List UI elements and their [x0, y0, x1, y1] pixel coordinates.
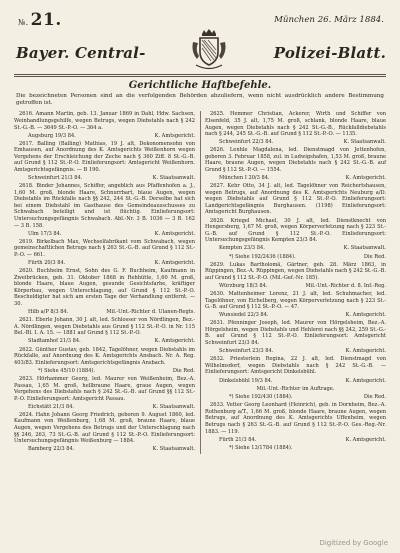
issuing-authority: K. Amtsgericht.	[345, 436, 386, 443]
warrant-entry: 2630. Mattenheimer Lorenz, 21 J. alt, led. Schuhmacher, led. Tagelöhner, von Eichelberg, wegen Körperverletzung nach § 223 St.-G.-B. auf Grund § 112 St.-P.-O. — 47.	[205, 291, 386, 311]
editor-mark: Die Red.	[363, 253, 386, 260]
place-date: München I 20/3 84.	[219, 175, 270, 182]
footnote-line	[14, 368, 195, 375]
place-date: Wunsiedel 22/3 84.	[219, 312, 269, 319]
intro-paragraph: Die bezeichneten Personen sind an die verfolgenden Behörden abzuliefern, wenn nicht ausdrücklich andere Bestimmung getroffen ist.	[16, 93, 384, 107]
column-divider	[200, 111, 201, 454]
place-date: Augsburg 19/3 84.	[28, 132, 76, 139]
footnote-text: *) Siehe 13/1784 (1884).	[229, 444, 293, 451]
signature-line	[205, 175, 386, 182]
footnote-text: *) Siehe 45/10 (1884).	[38, 367, 96, 374]
issuing-authority: K. Amtsgericht.	[154, 338, 195, 345]
column-right	[205, 111, 386, 454]
warrant-entry: 2627. Kehr Otto, 34 J. alt, led. Tagelöhner von Reichertshausen, wegen Betrugs, auf Anordnung des K. Amtsgerichts Neuburg a/D. wegen Diebstahls auf Grund § 112 St.-P.-O. Einlieferungsort: Landgerichtsgefängnis Burghausen. (1198) Einlieferungsort: Amtsgericht Burghausen.	[205, 183, 386, 216]
place-date: Eichstätt 21/3 84.	[28, 403, 75, 410]
issuing-authority: K. Staatsanwalt.	[343, 139, 386, 146]
warrant-entry: 2628. Kriegel Michael, 30 J. alt, led. Dienstknecht von Hengersberg, 1,67 M. groß, wegen Körperverletzung nach § 223 St.-G.-B. auf Grund § 112 St.-P.-O. Einlieferungsort: Untersuchungsgefängnis Kempten 23/3 84.	[205, 217, 386, 244]
issuing-authority: K. Amtsgericht.	[345, 312, 386, 319]
warrant-entry: 2618. Binder Johannes, Schiffer, angeblich aus Pfaffenhofen a. J., 1,60 M. groß, blonde Haare, Schnurrbart, blaue Augen, wegen Diebstahls im Rückfalle nach §§ 242, 244 St.-G.-B. Derselbe hat sich bei einem Diebstahl im Gasthause des Gemeindeausschusses zu Schwabach beteiligt und ist flüchtig. Einlieferungsort: Untersuchungsgefängnis Schwabach. Abl.-Nr. 3 B. 1036 — 3 B. 162 — 3 B. 158.	[14, 183, 195, 229]
signature-line	[14, 133, 195, 140]
signature-line	[205, 283, 386, 290]
warrant-entry: 2626. Lenhle Magdalena, led. Dienstmagd von Jettenhofen, geboren 3. Februar 1858, zul. in Ludwigshafen, 1,53 M. groß, braune Haare, braune Augen, wegen Diebstahls nach § 242 St.-G.-B. auf Grund § 112 St.-P.-O. — 1554.	[205, 147, 386, 173]
warrant-entry: 2620. Buchheim Ernst, Sohn des G. F. Buchheim, Kaufmann in Zweibrücken, geb. 31. Oktober 1868 in Rehhütte, 1,60 M. groß, blonde Haare, blaue Augen, gesunde Gesichtsfarbe, kräftiger Körperbau, wegen Unterschlagung, auf Grund § 112 St.-P.-O. Beschuldigter hat sich am ersten Tage der Verhandlung entfernt. — 30.	[14, 268, 195, 307]
signature-line	[14, 404, 195, 411]
footnote-line	[205, 254, 386, 261]
dateline: München 26. März 1884.	[274, 15, 384, 25]
place-date: Schweinfurt 21/3 84.	[28, 175, 83, 182]
place-date: Dinkelsbühl 19/3 84.	[219, 377, 273, 384]
issuing-authority: K. Staatsanwalt.	[152, 175, 195, 182]
issuing-authority: K. Amtsgericht.	[345, 175, 386, 182]
footnote-line	[205, 394, 386, 401]
place-date: Stadtamhof 21/3 84.	[28, 338, 81, 345]
issuing-authority: K. Amtsgericht.	[154, 260, 195, 267]
footnote-text: *) Siehe 192/2436 (1884).	[229, 253, 296, 260]
signature-line	[14, 446, 195, 453]
warrant-entry: 2624. Hahn Johann Georg Friedrich, geboren 9. August 1860, led. Kaufmann von Weißenburg, 1,68 M. groß, braune Haare, blaue Augen, wegen Vergehens des Betrugs und der Unterschlagung nach §§ 246, 263, 73 St.-G.-B. auf Grund § 112 St.-P.-O. Einlieferungsort: Untersuchungsgefängnis Weißenburg — 1884.	[14, 411, 195, 445]
authority-note: Mil.-Unt.-Richter im Auftrage.	[256, 385, 335, 392]
signature-line	[205, 378, 386, 385]
warrant-entry: 2623. Hörhammer Georg, led. Maurer von Weißenheim, Bez.-A. Passau, 1,65 M. groß, hellbraune Haare, graue Augen, wegen Vergehens des Diebstahls nach § 242 St.-G.-B. auf Grund §§ 112 St.-P.-O. Einlieferungsort: Amtsgericht Passau.	[14, 375, 195, 402]
place-date: Fürth 21/3 84.	[219, 436, 257, 443]
signature-line	[14, 309, 195, 316]
signature-line	[205, 245, 386, 252]
warrant-entry: 2629. Lukas Bartholomä, Gärtner, geb. 28. März 1863, in Rüppingen, Bez.-A. Rüppingen, wegen Diebstahls nach § 242 St.-G.-B. auf Grund § 112 St.-P.-O. (Mil.-Gef.-Nr. 185).	[205, 261, 386, 281]
place-date: Ulm 17/3 84.	[28, 230, 62, 237]
place-date: Würzburg 18/3 84.	[219, 282, 268, 289]
top-line	[14, 10, 386, 30]
watermark: Digitized by Google	[319, 539, 388, 547]
signature-line	[205, 348, 386, 355]
masthead-title-left: Bayer. Central-	[16, 44, 146, 62]
warrant-entry: 2631. Pfenninger Joseph, led. Maurer von Hörgelsheim, Bez.-A. Hörgelsheim, wegen Diebstahls und Hehlerei nach §§ 242, 259 St.-G.-B. auf Grund § 112 St.-P.-O. Einlieferungsort: Amtsgericht Schweinfurt 23/3 84.	[205, 320, 386, 347]
issuing-authority: K. Staatsanwalt.	[152, 446, 195, 453]
issuing-authority: K. Amtsgericht.	[154, 132, 195, 139]
place-date: Kempten 23/3 84.	[219, 245, 265, 252]
signature-line	[14, 260, 195, 267]
issuing-authority: Mil.-Unt.-Richter d. 8. Inf.-Reg.	[305, 282, 386, 289]
place-date: Bamberg 22/3 84.	[28, 446, 75, 453]
warrant-entry: 2632. Priesterlein Regina, 22 J. alt, led. Dienstmagd von Wilhelmsdorf, wegen Diebstahls nach § 242 St.-G.-B. — Einlieferungsort: Amtsgericht Dinkelsbühl.	[205, 356, 386, 376]
warrant-entry: 2625. Hemmer Christian, Ackerer, Wirth und Schiffer von Elsenfeld, 35 J. alt, 1,75 M. groß, schlank, blonde Haare, blaue Augen, wegen Diebstahls nach § 242 St.-G.-B., Rückfalldiebstahls nach § 244, 245 St.-G.-B. auf Grund § 112 St.-P.-O. — 1135.	[205, 111, 386, 138]
warrant-entry: 2621. Eberle Johann, 30 J. alt, led. Schlosser von Nördlingen, Bez.-A. Nördlingen, wegen Diebstahls aus Grund § 112 St.-P.-O. in Nr. 115 Bel.-Bl. I. A. 15. — 1881 auf Grund § 112 St.-P.-O.	[14, 317, 195, 337]
place-date: Schweinfurt 22/3 84.	[219, 139, 274, 146]
gazette-page	[14, 10, 386, 540]
place-date: Schweinfurt 23/3 84.	[219, 348, 274, 355]
rule-top	[14, 74, 386, 75]
warrant-entry: 2622. Günther Gustav, geb. 1842, Tagelöhner, wegen Diebstahls im Rückfalle, auf Anordnung des K. Amtsgerichts Ansbach. Nr. A. Reg. 403/83. Einlieferungsort: Amtsgerichtsgefängnis Ansbach.	[14, 346, 195, 366]
issuing-authority: K. Staatsanwalt.	[152, 403, 195, 410]
column-left	[14, 111, 195, 454]
footnote-text: *) Siehe 192/430 (1884).	[229, 394, 293, 401]
issuing-authority: Mil.-Unt.-Richter d. Ulanen-Regts.	[106, 309, 195, 316]
place-date: Fürth 20/3 84.	[28, 260, 66, 267]
place-date: Hilb a/P 8/3 84.	[28, 309, 69, 316]
signature-line	[14, 231, 195, 238]
signature-line	[205, 312, 386, 319]
masthead	[14, 32, 386, 72]
warrant-entry: 2617. Balling (Balling) Mathias, 19 J. alt, Dekonomensohn von Emhausen, auf Anordnung des K. Amtsgerichts Weißenhorn wegen Vergehens der Erschleichung der Zeche nach § 360 Ziff. 8 St.-G.-B. auf Grund § 112 St.-P.-O. Einlieferungsort: Amtsgericht Weißenhorn. Amtsgerichtsgefängnis. — B 190.	[14, 140, 195, 173]
editor-mark: Die Red.	[363, 394, 386, 401]
warrant-entry: 2633. Vetter Georg Leonhard (Heinrich), geb. in Dornheim, Bez.-A. Rothenburg a/T., 1,66 M. groß, blonde Haare, braune Augen, wegen Betrugs, auf Anordnung des K. Amtsgerichts Uffenheim, wegen Betrugs nach § 263 St.-G.-B. auf Grund § 112 St.-P.-O. Ges.-Reg.-Nr. 1883. — 119.	[205, 402, 386, 435]
masthead-title-right: Polizei-Blatt.	[273, 44, 386, 62]
warrant-entry: 2616. Amann Martin, geb. 13. Januar 1869 in Dahl, Hdw. Sachsen, Weinhandlungsgehilfe, wegen Betrugs, wegen Diebstahls nach § 242 St.-G.-B. — 3649 St.-P.-O. — 364 a.	[14, 111, 195, 131]
signature-line	[205, 139, 386, 146]
editor-mark: Die Red.	[172, 367, 195, 374]
warrant-entry: 2619. Birkelbach Max, Wechselfabrikant vom Schwabach, wegen gemeinschaftlichen Betrugs nach § 263 St.-G.-B. auf Grund § 112 St.-P.-O. — 661.	[14, 238, 195, 258]
issue-number-value: 21.	[30, 10, 62, 30]
issuing-authority: K. Staatsanwalt.	[343, 245, 386, 252]
footnote-line	[205, 445, 386, 452]
bavarian-crest-icon	[190, 28, 228, 72]
signature-line	[205, 437, 386, 444]
section-title: Gerichtliche Haftbefehle.	[128, 80, 272, 91]
issue-prefix: №.	[18, 18, 29, 27]
issuing-authority: K. Amtsgericht.	[154, 230, 195, 237]
signature-line	[14, 338, 195, 345]
signature-line	[14, 175, 195, 182]
rule-bottom	[14, 76, 386, 77]
columns	[14, 111, 386, 454]
issuing-authority: K. Amtsgericht.	[345, 348, 386, 355]
issue-number	[18, 10, 62, 30]
issuing-authority: K. Amtsgericht.	[345, 377, 386, 384]
